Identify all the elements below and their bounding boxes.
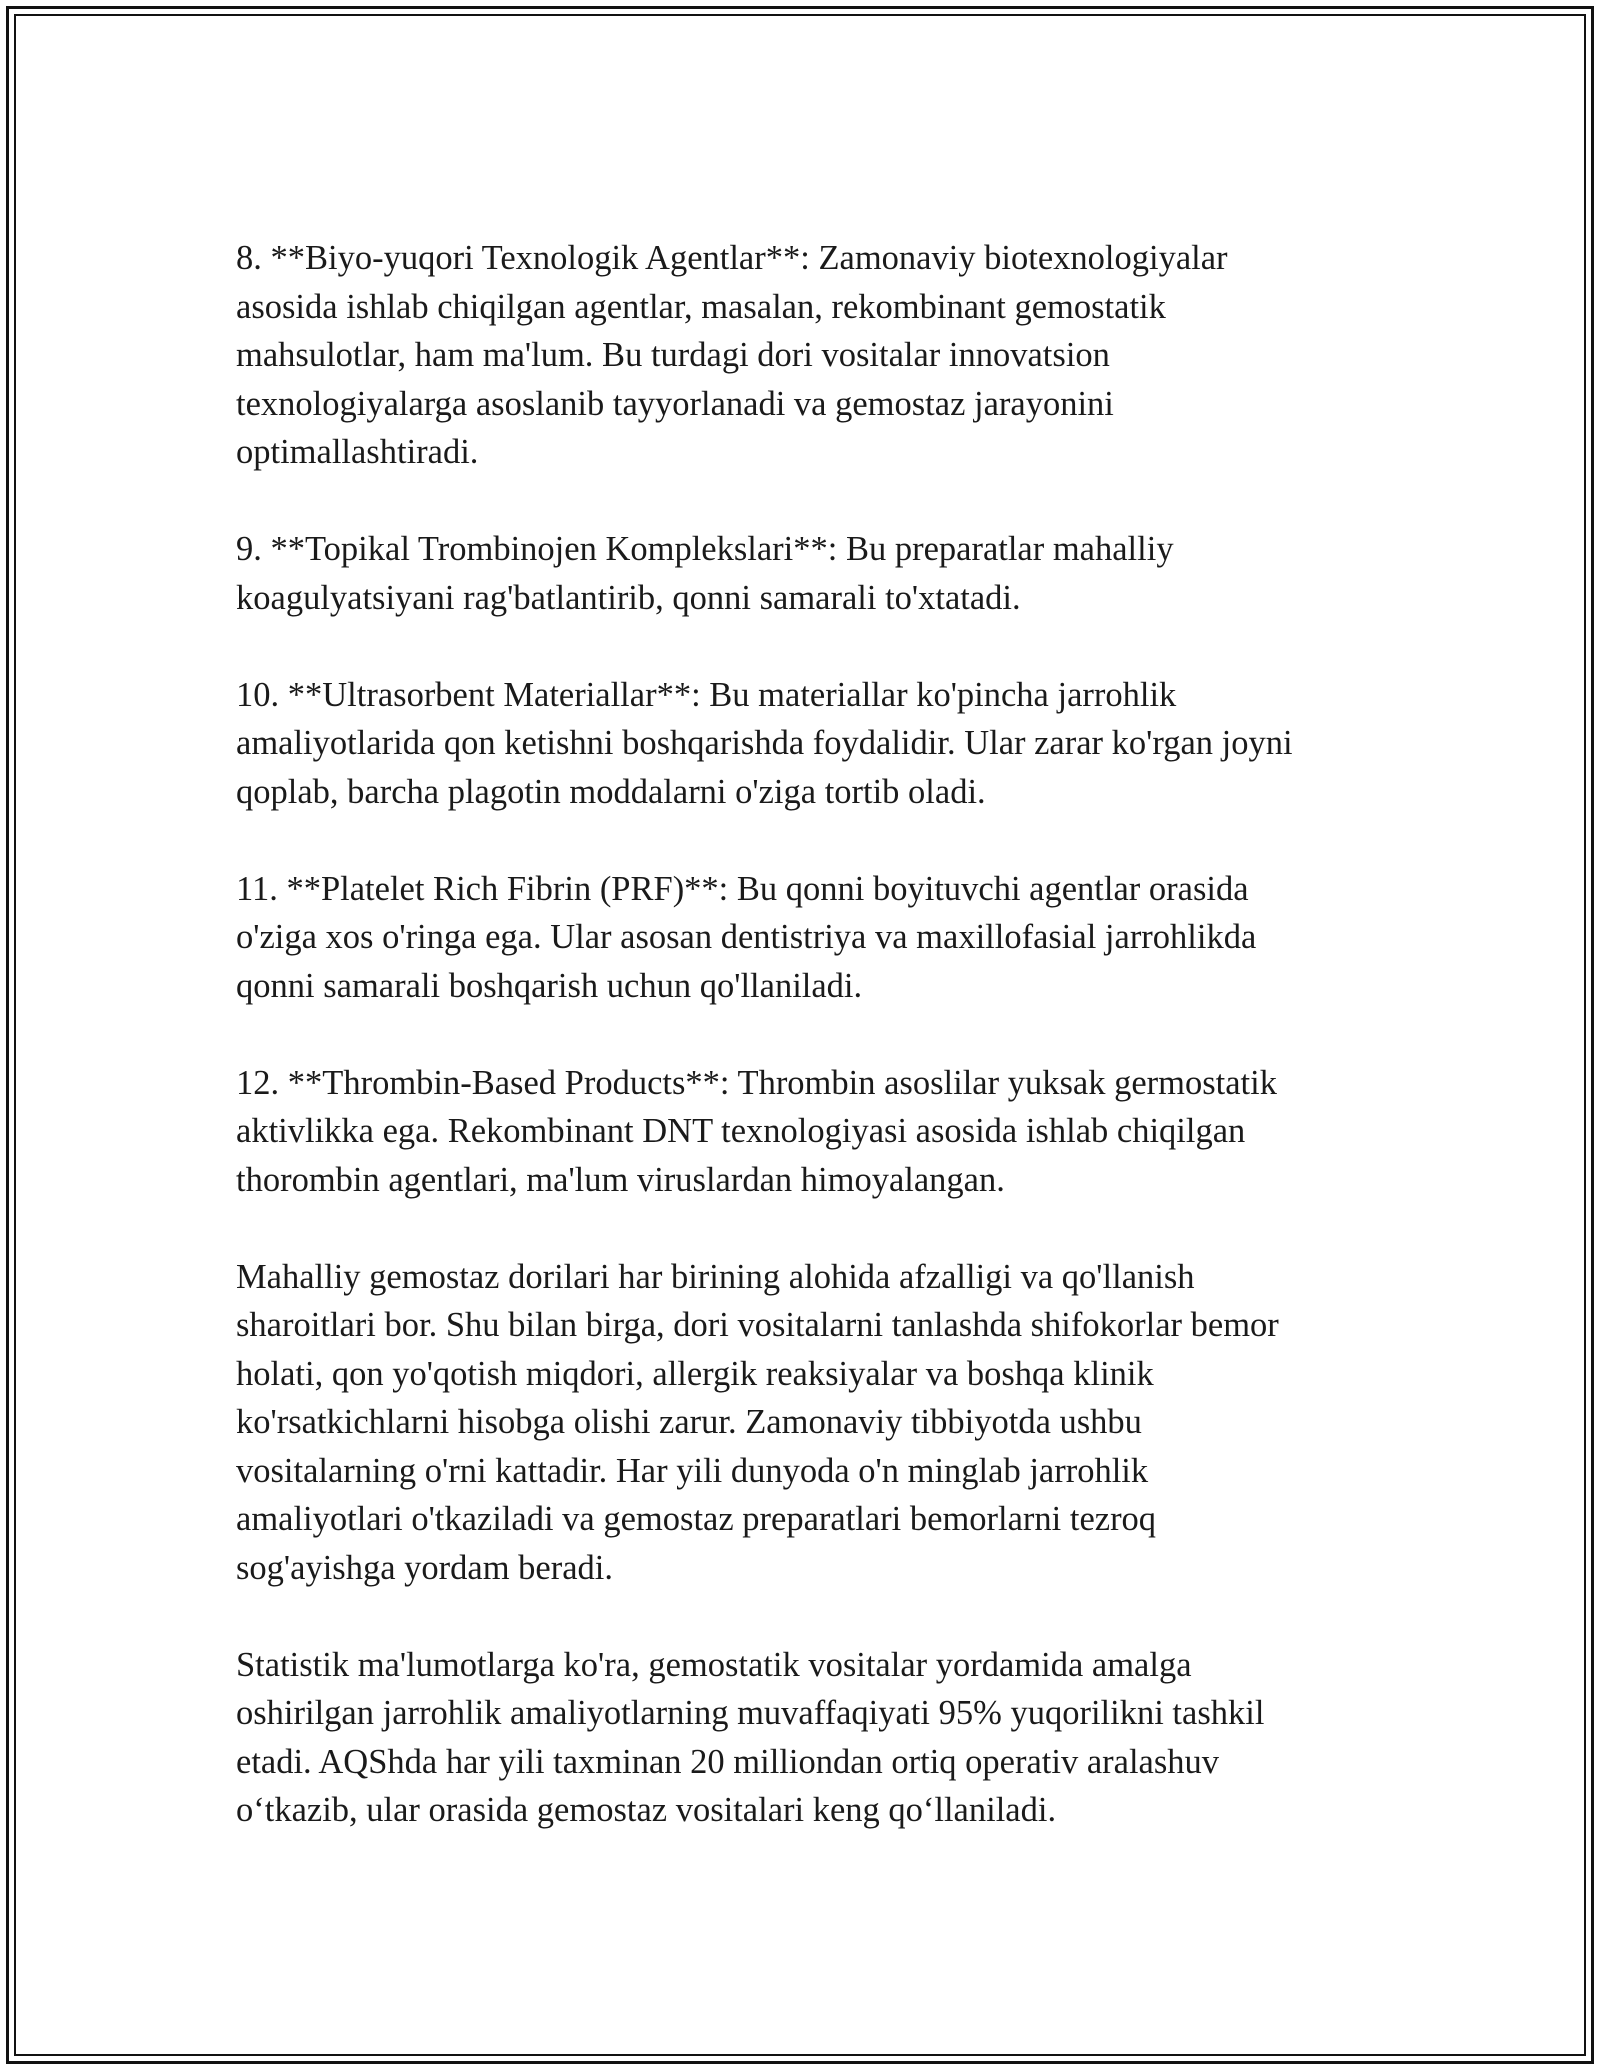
text-line: sharoitlari bor. Shu bilan birga, dori vositalarni tanlashda shifokorlar bemor <box>236 1306 1279 1344</box>
text-line: oshirilgan jarrohlik amaliyotlarning muvaffaqiyati 95% yuqorilikni tashkil <box>236 1694 1265 1732</box>
paragraph-item-8 <box>236 234 1376 477</box>
text-line: thorombin agentlari, ma'lum viruslardan himoyalangan. <box>236 1160 1005 1199</box>
text-line: asosida ishlab chiqilgan agentlar, masalan, rekombinant gemostatik <box>236 287 1166 326</box>
text-line: aktivlikka ega. Rekombinant DNT texnologiyasi asosida ishlab chiqilgan <box>236 1112 1246 1150</box>
text-line: holati, qon yo'qotish miqdori, allergik reaksiyalar va boshqa klinik <box>236 1354 1154 1393</box>
text-line: 11. **Platelet Rich Fibrin (PRF)**: Bu qonni boyituvchi agentlar orasida <box>236 869 1249 908</box>
text-line: mahsulotlar, ham ma'lum. Bu turdagi dori vositalar innovatsion <box>236 336 1110 374</box>
text-line: 9. **Topikal Trombinojen Komplekslari**: Bu preparatlar mahalliy <box>236 530 1174 568</box>
text-line: 8. **Biyo-yuqori Texnologik Agentlar**: Zamonaviy biotexnologiyalar <box>236 239 1228 277</box>
text-line: amaliyotlarida qon ketishni boshqarishda foydalidir. Ular zarar ko'rgan joyni <box>236 724 1293 762</box>
text-line: vositalarning o'rni kattadir. Har yili dunyoda o'n minglab jarrohlik <box>236 1451 1149 1490</box>
text-line: o'ziga xos o'ringa ega. Ular asosan dentistriya va maxillofasial jarrohlikda <box>236 918 1257 956</box>
paragraph-item-12 <box>236 1059 1376 1205</box>
text-line: qoplab, barcha plagotin moddalarni o'ziga tortib oladi. <box>236 772 986 811</box>
document-body <box>236 234 1376 1883</box>
text-line: 10. **Ultrasorbent Materiallar**: Bu materiallar ko'pincha jarrohlik <box>236 675 1177 714</box>
text-line: koagulyatsiyani rag'batlantirib, qonni samarali to'xtatadi. <box>236 578 1021 617</box>
text-line: Mahalliy gemostaz dorilari har birining alohida afzalligi va qo'llanish <box>236 1257 1195 1296</box>
text-line: amaliyotlari o'tkaziladi va gemostaz preparatlari bemorlarni tezroq <box>236 1500 1157 1538</box>
paragraph-item-10 <box>236 671 1376 817</box>
paragraph-statistics <box>236 1641 1376 1835</box>
text-line: 12. **Thrombin-Based Products**: Thrombin asoslilar yuksak germostatik <box>236 1063 1277 1102</box>
text-line: texnologiyalarga asoslanib tayyorlanadi va gemostaz jarayonini <box>236 384 1114 423</box>
text-line: Statistik ma'lumotlarga ko'ra, gemostatik vositalar yordamida amalga <box>236 1645 1192 1684</box>
text-line: ko'rsatkichlarni hisobga olishi zarur. Zamonaviy tibbiyotda ushbu <box>236 1403 1142 1441</box>
paragraph-item-9 <box>236 525 1376 622</box>
text-line: optimallashtiradi. <box>236 433 479 471</box>
text-line: o‘tkazib, ular orasida gemostaz vositalari keng qo‘llaniladi. <box>236 1791 1057 1829</box>
text-line: sog'ayishga yordam beradi. <box>236 1548 613 1587</box>
text-line: qonni samarali boshqarish uchun qo'llaniladi. <box>236 966 863 1005</box>
paragraph-summary <box>236 1253 1376 1593</box>
text-line: etadi. AQShda har yili taxminan 20 milliondan ortiq operativ aralashuv <box>236 1742 1220 1781</box>
paragraph-item-11 <box>236 865 1376 1011</box>
